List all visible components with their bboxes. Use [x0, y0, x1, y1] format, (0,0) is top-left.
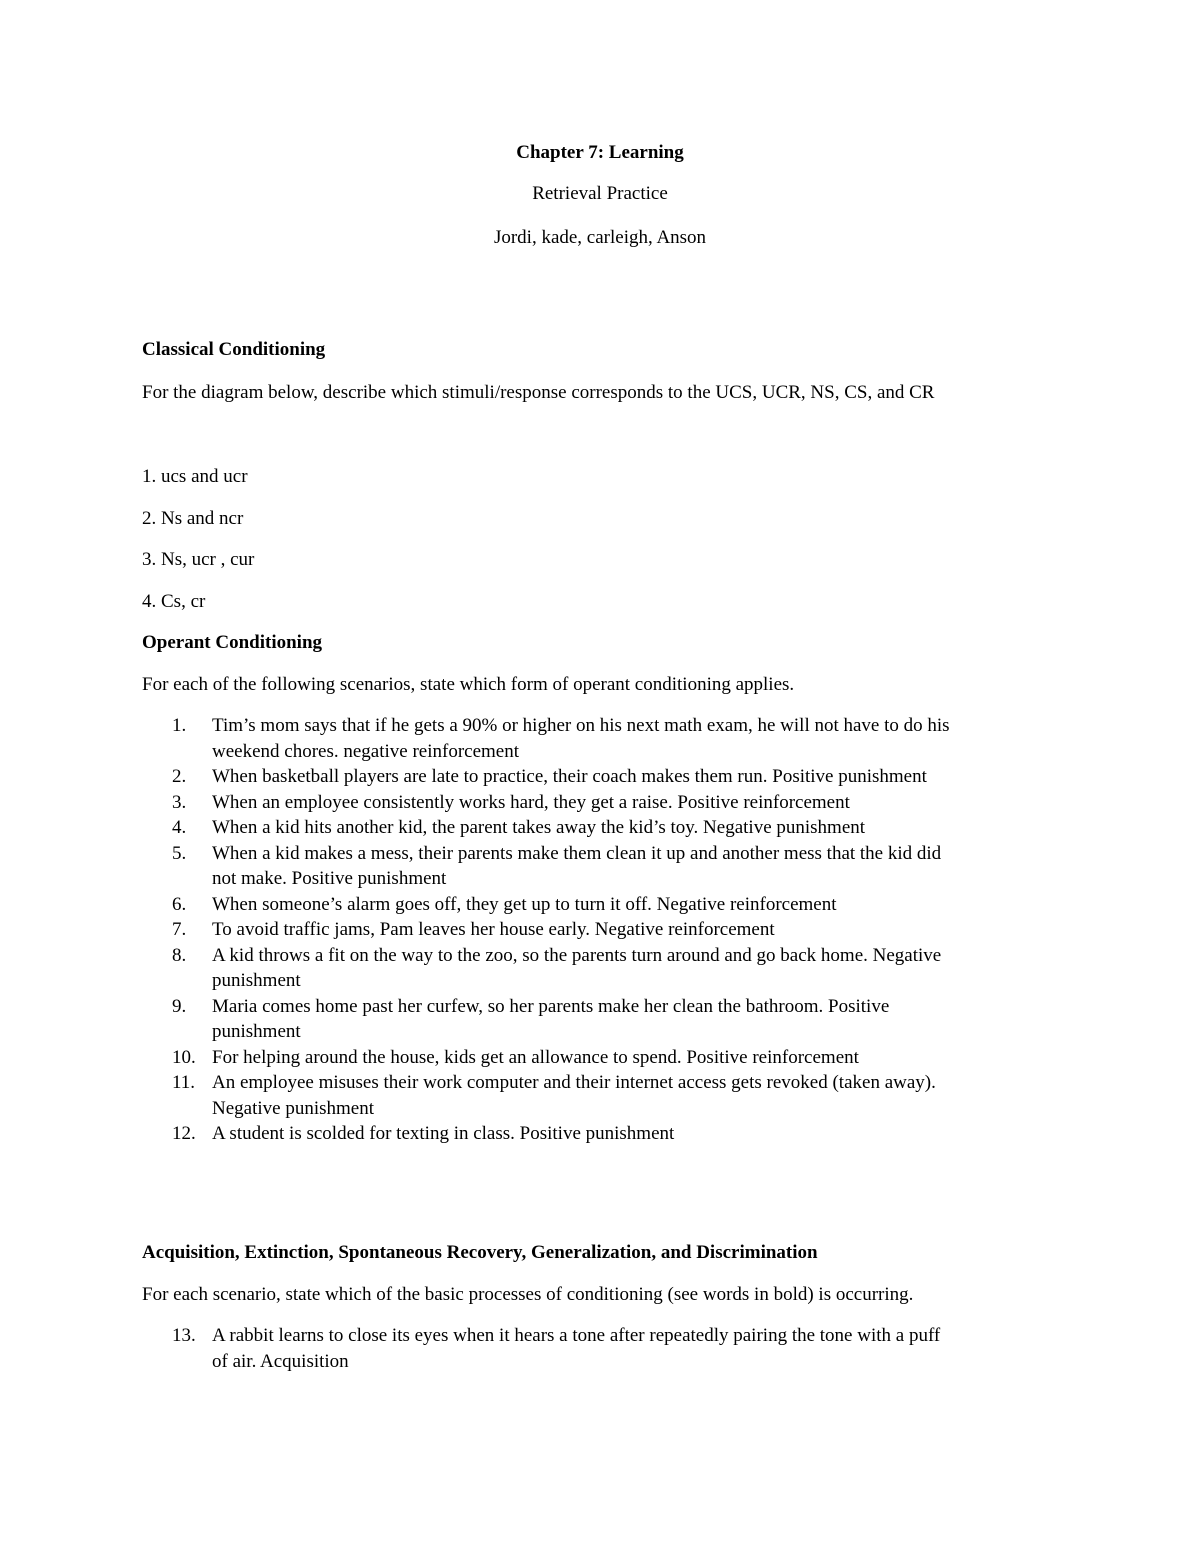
item-text-line: punishment: [212, 970, 301, 991]
operant-instruction: For each of the following scenarios, state which form of operant conditioning applies.: [142, 674, 795, 695]
list-item: [172, 892, 1072, 918]
classical-answer-2: 2. Ns and ncr: [142, 508, 244, 529]
item-text-line: Negative punishment: [212, 1097, 374, 1119]
item-text-line: When basketball players are late to practice, their coach makes them run. Positive punishment: [212, 766, 927, 787]
document-subtitle: Retrieval Practice: [532, 183, 668, 204]
list-item: [172, 764, 1072, 790]
item-text-line: Tim’s mom says that if he gets a 90% or higher on his next math exam, he will not have to do his: [212, 715, 950, 736]
item-text-line: An employee misuses their work computer and their internet access gets revoked (taken away).: [212, 1072, 936, 1093]
classical-instruction: For the diagram below, describe which stimuli/response corresponds to the UCS, UCR, NS, CS, and CR: [142, 382, 935, 403]
item-number: 4.: [172, 817, 187, 838]
classical-heading: Classical Conditioning: [142, 339, 326, 360]
list-item: [172, 790, 1072, 816]
processes-instruction: For each scenario, state which of the basic processes of conditioning (see words in bold) is occurring.: [142, 1284, 914, 1305]
list-item: [172, 943, 1072, 994]
item-text-line: Maria comes home past her curfew, so her parents make her clean the bathroom. Positive: [212, 995, 890, 1017]
list-item: [172, 1045, 1072, 1071]
item-text-line: When someone’s alarm goes off, they get up to turn it off. Negative reinforcement: [212, 893, 837, 915]
item-text-line: weekend chores. negative reinforcement: [212, 740, 520, 762]
processes-heading: Acquisition, Extinction, Spontaneous Recovery, Generalization, and Discrimination: [142, 1242, 818, 1263]
item-text-line: When a kid hits another kid, the parent takes away the kid’s toy. Negative punishment: [212, 817, 866, 838]
list-item: [172, 1070, 1072, 1121]
item-number: 8.: [172, 944, 187, 966]
item-number: 3.: [172, 791, 187, 813]
list-item: [172, 713, 1072, 764]
item-number: 12.: [172, 1123, 196, 1144]
item-text-line: of air. Acquisition: [212, 1350, 349, 1372]
list-item: [172, 1121, 1072, 1147]
item-number: 7.: [172, 919, 187, 940]
list-item: [172, 994, 1072, 1045]
list-item: [172, 815, 1072, 841]
operant-scenario-list: [172, 713, 1072, 1147]
item-text-line: A kid throws a fit on the way to the zoo, so the parents turn around and go back home. Negative: [212, 944, 942, 966]
item-text-line: punishment: [212, 1021, 301, 1042]
item-number: 5.: [172, 842, 187, 864]
item-text-line: When a kid makes a mess, their parents make them clean it up and another mess that the kid did: [212, 842, 942, 864]
list-item: [172, 841, 1072, 892]
item-number: 6.: [172, 893, 187, 915]
operant-heading: Operant Conditioning: [142, 632, 323, 653]
processes-scenario-list: [172, 1323, 1072, 1374]
classical-answer-1: 1. ucs and ucr: [142, 466, 248, 487]
document-authors: Jordi, kade, carleigh, Anson: [493, 227, 707, 248]
document-title: Chapter 7: Learning: [516, 142, 684, 163]
item-number: 1.: [172, 715, 187, 736]
item-text-line: A rabbit learns to close its eyes when it hears a tone after repeatedly pairing the tone with a puff: [212, 1325, 941, 1346]
item-text-line: A student is scolded for texting in class. Positive punishment: [212, 1123, 675, 1144]
item-number: 2.: [172, 766, 187, 787]
list-item: [172, 1323, 1072, 1374]
classical-answer-3: 3. Ns, ucr , cur: [142, 549, 255, 570]
item-text-line: For helping around the house, kids get an allowance to spend. Positive reinforcement: [212, 1046, 859, 1068]
item-number: 10.: [172, 1046, 196, 1068]
item-text-line: To avoid traffic jams, Pam leaves her house early. Negative reinforcement: [212, 919, 775, 940]
classical-answer-4: 4. Cs, cr: [142, 591, 206, 612]
item-text-line: not make. Positive punishment: [212, 868, 447, 889]
item-number: 13.: [172, 1325, 196, 1346]
item-number: 11.: [172, 1072, 196, 1093]
list-item: [172, 917, 1072, 943]
item-text-line: When an employee consistently works hard, they get a raise. Positive reinforcement: [212, 791, 850, 813]
item-number: 9.: [172, 995, 187, 1017]
